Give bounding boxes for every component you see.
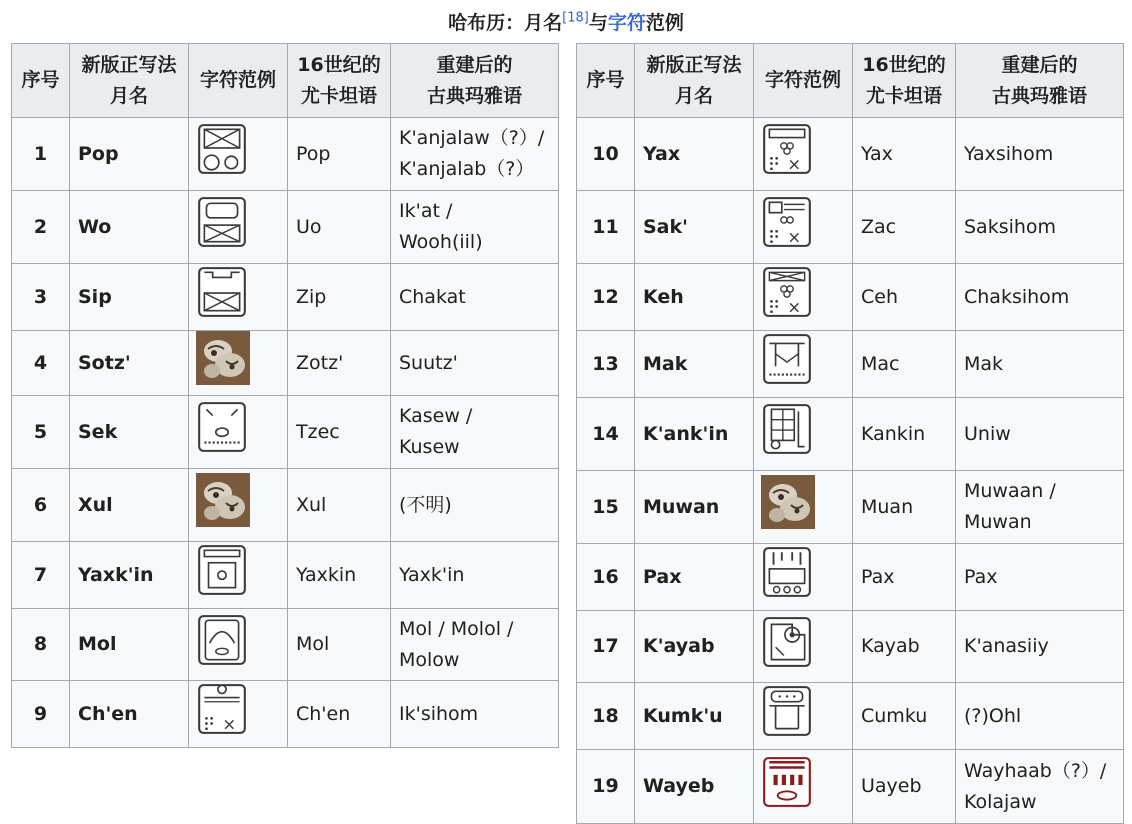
- classic-name-line1: Ik'sihom: [399, 702, 479, 725]
- month-number: 9: [12, 681, 70, 748]
- caption-title: 哈布历：月名: [448, 12, 563, 34]
- month-name: Pop: [70, 118, 189, 191]
- sek-glyph-icon[interactable]: [196, 399, 248, 455]
- month-number: 1: [12, 118, 70, 191]
- yucatec-name: Ch'en: [288, 681, 391, 748]
- yaxkin-glyph-icon[interactable]: [196, 542, 248, 598]
- yax-glyph-icon[interactable]: [761, 121, 813, 177]
- classic-name: [956, 544, 1124, 611]
- month-name: K'ayab: [635, 611, 754, 683]
- classic-name: [391, 191, 559, 264]
- table-row: [577, 611, 1124, 683]
- classic-name-line1: Pax: [964, 565, 998, 588]
- classic-name: [956, 264, 1124, 331]
- sip-glyph-icon[interactable]: [196, 264, 248, 320]
- glyph-cell: [754, 611, 853, 683]
- month-number: 15: [577, 471, 635, 544]
- glyph-cell: [189, 118, 288, 191]
- classic-name: [391, 331, 559, 396]
- classic-name-line1: K'anasiiy: [964, 635, 1049, 657]
- month-name: Mak: [635, 331, 754, 398]
- keh-glyph-icon[interactable]: [761, 264, 813, 320]
- header-classic-line2: 古典玛雅语: [426, 84, 522, 107]
- classic-name-line1: Uniw: [964, 422, 1011, 445]
- header-modern-line2: 月名: [109, 84, 148, 107]
- header-modern: [635, 44, 754, 118]
- yucatec-name: Mol: [288, 609, 391, 681]
- month-number: 8: [12, 609, 70, 681]
- xul-glyph-photo-icon[interactable]: [196, 473, 250, 527]
- header-yucatec-line1: 16世纪的: [862, 53, 946, 76]
- month-name: Sek: [70, 396, 189, 469]
- table-row: [577, 331, 1124, 398]
- table-row: [12, 542, 559, 609]
- classic-name-line2: K'anjalab（?）: [399, 158, 535, 180]
- yucatec-name: Uayeb: [853, 750, 956, 824]
- glyph-cell: [189, 396, 288, 469]
- table-row: [577, 471, 1124, 544]
- kumku-glyph-icon[interactable]: [761, 683, 813, 739]
- pop-glyph-icon[interactable]: [196, 121, 248, 177]
- month-number: 6: [12, 469, 70, 542]
- classic-name: [956, 683, 1124, 750]
- month-name: Sak': [635, 191, 754, 264]
- month-name: Kumk'u: [635, 683, 754, 750]
- classic-name: [391, 609, 559, 681]
- header-modern: [70, 44, 189, 118]
- yucatec-name: Zac: [853, 191, 956, 264]
- header-modern-line1: 新版正写法: [81, 53, 177, 76]
- table-row: [12, 191, 559, 264]
- mol-glyph-icon[interactable]: [196, 612, 248, 668]
- header-num: 序号: [12, 44, 70, 118]
- month-name: Xul: [70, 469, 189, 542]
- yucatec-name: Cumku: [853, 683, 956, 750]
- months-table-right: [576, 43, 1124, 824]
- wayeb-glyph-icon[interactable]: [761, 754, 813, 810]
- header-classic: [391, 44, 559, 118]
- sak-glyph-icon[interactable]: [761, 194, 813, 250]
- month-number: 4: [12, 331, 70, 396]
- month-name: Wo: [70, 191, 189, 264]
- month-number: 10: [577, 118, 635, 191]
- classic-name-line1: Saksihom: [964, 215, 1057, 238]
- yucatec-name: Tzec: [288, 396, 391, 469]
- classic-name: [956, 191, 1124, 264]
- classic-name-line1: (不明): [399, 493, 452, 516]
- header-classic: [956, 44, 1124, 118]
- month-number: 14: [577, 398, 635, 471]
- month-number: 16: [577, 544, 635, 611]
- header-yucatec-line2: 尤卡坦语: [865, 84, 942, 107]
- glyph-cell: [189, 469, 288, 542]
- glyph-cell: [189, 191, 288, 264]
- header-glyph: 字符范例: [189, 44, 288, 118]
- classic-name-line1: Muwaan /: [964, 480, 1056, 502]
- glyph-cell: [754, 471, 853, 544]
- table-row: [577, 398, 1124, 471]
- classic-name-line2: Molow: [399, 648, 460, 671]
- classic-name: [956, 331, 1124, 398]
- yucatec-name: Pax: [853, 544, 956, 611]
- table-row: [12, 331, 559, 396]
- yucatec-name: Zotz': [288, 331, 391, 396]
- classic-name-line1: Chaksihom: [964, 285, 1070, 308]
- classic-name: [956, 471, 1124, 544]
- month-number: 11: [577, 191, 635, 264]
- yucatec-name: Mac: [853, 331, 956, 398]
- classic-name-line2: Kusew: [399, 436, 460, 458]
- header-yucatec-line2: 尤卡坦语: [300, 84, 377, 107]
- classic-name-line1: Chakat: [399, 285, 466, 308]
- table-row: [577, 264, 1124, 331]
- yucatec-name: Pop: [288, 118, 391, 191]
- classic-name: [391, 469, 559, 542]
- header-row: [577, 44, 1124, 118]
- muwan-glyph-photo-icon[interactable]: [761, 475, 815, 529]
- table-row: [577, 683, 1124, 750]
- header-modern-line1: 新版正写法: [646, 53, 742, 76]
- table-row: [577, 544, 1124, 611]
- month-name: Sotz': [70, 331, 189, 396]
- header-modern-line2: 月名: [674, 84, 713, 107]
- classic-name: [391, 264, 559, 331]
- header-row: [12, 44, 559, 118]
- header-classic-line1: 重建后的: [436, 53, 513, 76]
- table-caption: [0, 10, 1132, 36]
- classic-name-line1: (?)Ohl: [964, 704, 1022, 727]
- yucatec-name: Uo: [288, 191, 391, 264]
- table-row: [12, 469, 559, 542]
- month-number: 19: [577, 750, 635, 824]
- month-name: Pax: [635, 544, 754, 611]
- month-number: 12: [577, 264, 635, 331]
- chen-glyph-icon[interactable]: [196, 681, 248, 737]
- table-row: [12, 609, 559, 681]
- month-name: Muwan: [635, 471, 754, 544]
- pax-glyph-icon[interactable]: [761, 544, 813, 600]
- sotz-glyph-photo-icon[interactable]: [196, 331, 250, 385]
- classic-name-line1: K'anjalaw（?）/: [399, 127, 545, 149]
- glyph-cell: [754, 191, 853, 264]
- glyph-link[interactable]: 字符: [607, 12, 646, 34]
- kayab-glyph-icon[interactable]: [761, 614, 813, 670]
- classic-name-line1: Ik'at /: [399, 200, 453, 222]
- month-number: 2: [12, 191, 70, 264]
- table-row: [12, 681, 559, 748]
- month-number: 13: [577, 331, 635, 398]
- month-name: Mol: [70, 609, 189, 681]
- classic-name: [391, 542, 559, 609]
- table-row: [12, 118, 559, 191]
- yucatec-name: Kankin: [853, 398, 956, 471]
- month-number: 3: [12, 264, 70, 331]
- classic-name: [956, 611, 1124, 683]
- glyph-cell: [754, 398, 853, 471]
- table-row: [577, 750, 1124, 824]
- glyph-cell: [189, 331, 288, 396]
- classic-name-line1: Kasew /: [399, 405, 473, 427]
- classic-name: [391, 396, 559, 469]
- yucatec-name: Muan: [853, 471, 956, 544]
- header-glyph: 字符范例: [754, 44, 853, 118]
- classic-name-line1: Wayhaab（?）/: [964, 759, 1107, 782]
- month-number: 17: [577, 611, 635, 683]
- glyph-cell: [189, 542, 288, 609]
- month-number: 18: [577, 683, 635, 750]
- yucatec-name: Zip: [288, 264, 391, 331]
- glyph-cell: [189, 264, 288, 331]
- header-yucatec: [288, 44, 391, 118]
- table-row: [577, 191, 1124, 264]
- classic-name-line1: Yaxsihom: [964, 142, 1054, 165]
- caption-connector: 与: [588, 12, 608, 34]
- reference-link[interactable]: [18]: [562, 10, 589, 26]
- classic-name-line1: Mol / Molol /: [399, 617, 514, 640]
- classic-name: [391, 681, 559, 748]
- yucatec-name: Yaxkin: [288, 542, 391, 609]
- glyph-cell: [754, 331, 853, 398]
- header-classic-line1: 重建后的: [1001, 53, 1078, 76]
- month-name: Ch'en: [70, 681, 189, 748]
- table-row: [12, 264, 559, 331]
- classic-name-line2: Muwan: [964, 511, 1032, 533]
- classic-name-line1: Mak: [964, 352, 1004, 375]
- wo-glyph-icon[interactable]: [196, 194, 248, 250]
- classic-name-line1: Suutz': [399, 351, 458, 374]
- glyph-cell: [754, 118, 853, 191]
- table-row: [577, 118, 1124, 191]
- header-yucatec-line1: 16世纪的: [297, 53, 381, 76]
- month-number: 7: [12, 542, 70, 609]
- yucatec-name: Ceh: [853, 264, 956, 331]
- mak-glyph-icon[interactable]: [761, 331, 813, 387]
- header-classic-line2: 古典玛雅语: [991, 84, 1087, 107]
- classic-name-line2: Wooh(iil): [399, 231, 483, 253]
- header-num: 序号: [577, 44, 635, 118]
- classic-name-line1: Yaxk'in: [399, 563, 465, 586]
- month-name: Keh: [635, 264, 754, 331]
- yucatec-name: Kayab: [853, 611, 956, 683]
- month-name: Yaxk'in: [70, 542, 189, 609]
- glyph-cell: [754, 544, 853, 611]
- month-number: 5: [12, 396, 70, 469]
- glyph-cell: [754, 683, 853, 750]
- classic-name-line2: Kolajaw: [964, 790, 1037, 813]
- classic-name: [956, 118, 1124, 191]
- classic-name: [391, 118, 559, 191]
- kankin-glyph-icon[interactable]: [761, 401, 813, 457]
- months-table-left: [11, 43, 559, 748]
- month-name: K'ank'in: [635, 398, 754, 471]
- glyph-cell: [754, 264, 853, 331]
- glyph-cell: [189, 609, 288, 681]
- caption-suffix: 范例: [645, 12, 684, 34]
- month-name: Yax: [635, 118, 754, 191]
- month-name: Wayeb: [635, 750, 754, 824]
- table-row: [12, 396, 559, 469]
- yucatec-name: Yax: [853, 118, 956, 191]
- yucatec-name: Xul: [288, 469, 391, 542]
- glyph-cell: [189, 681, 288, 748]
- classic-name: [956, 750, 1124, 824]
- month-name: Sip: [70, 264, 189, 331]
- header-yucatec: [853, 44, 956, 118]
- classic-name: [956, 398, 1124, 471]
- glyph-cell: [754, 750, 853, 824]
